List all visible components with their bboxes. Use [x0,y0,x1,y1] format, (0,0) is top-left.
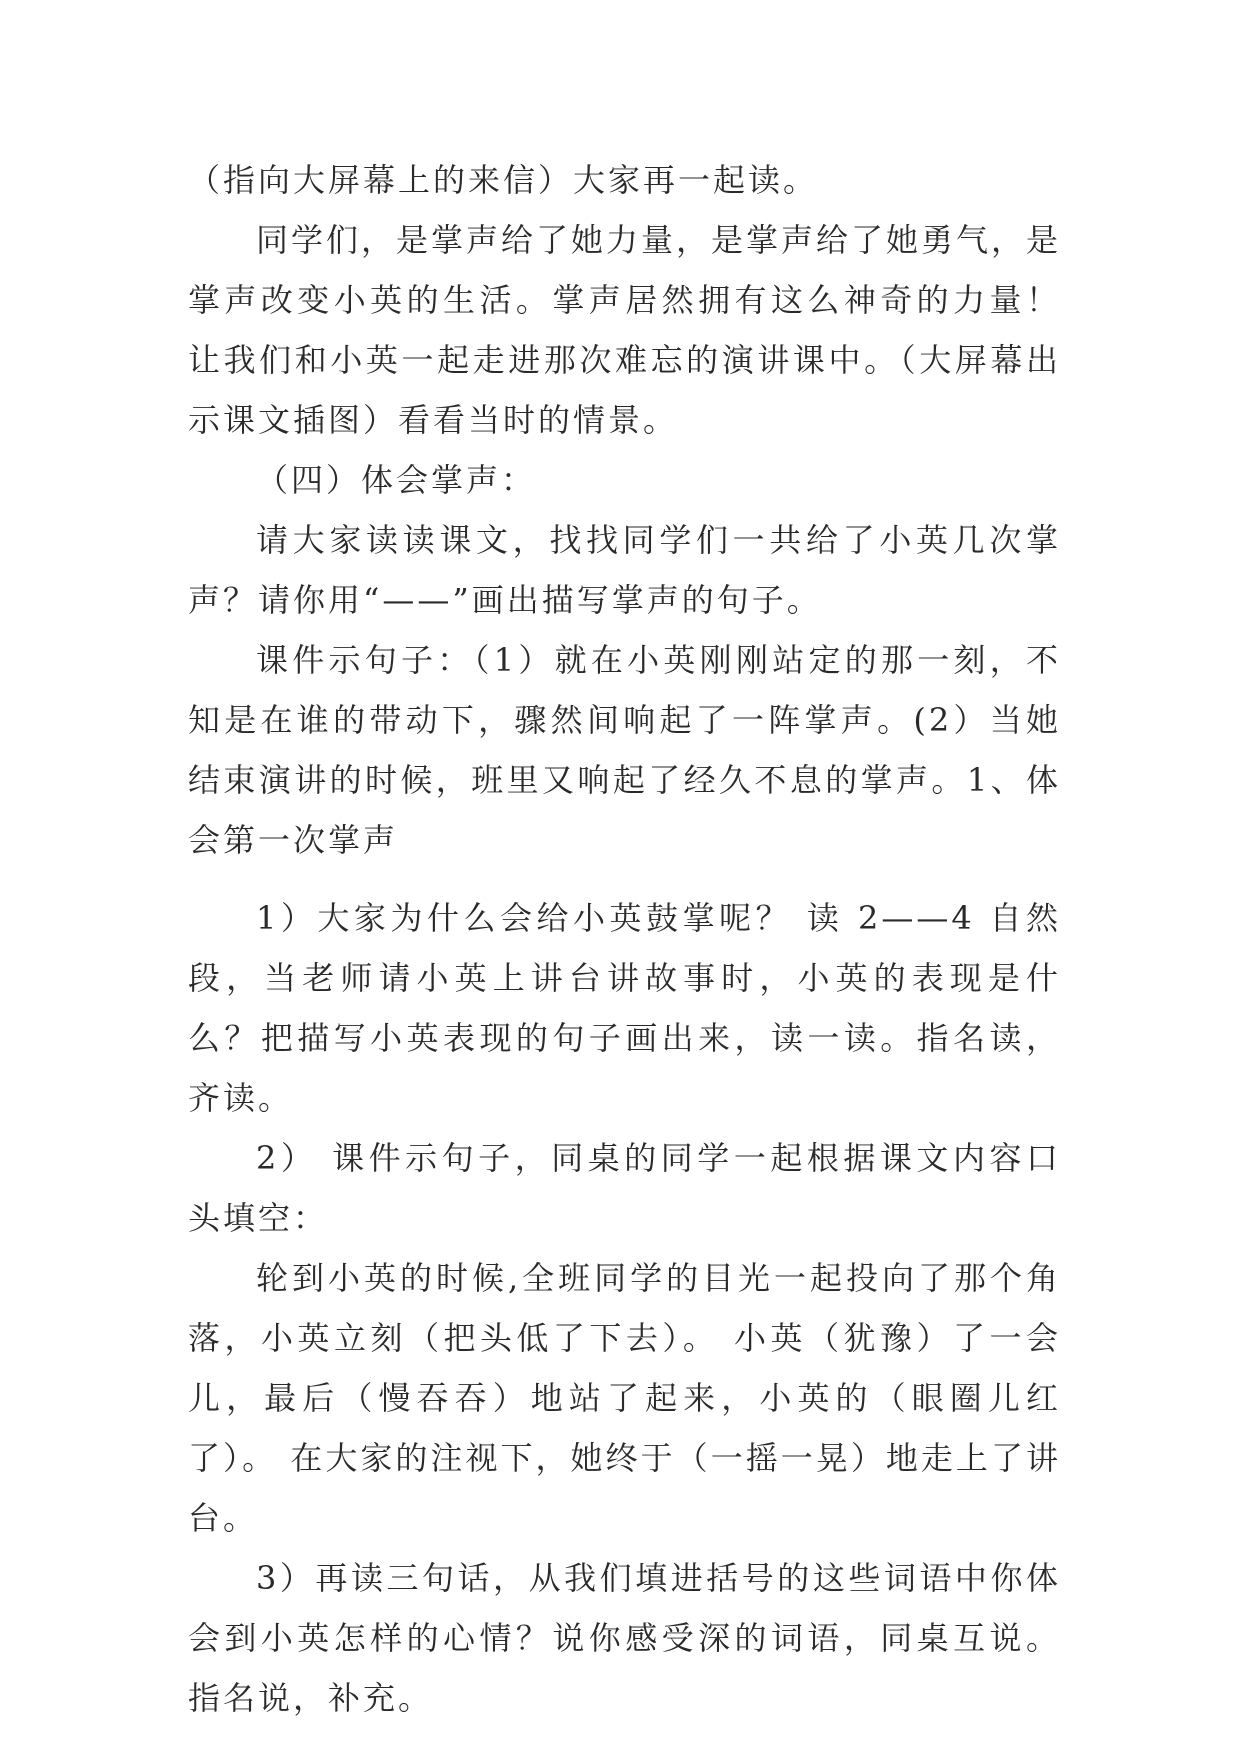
paragraph-question-3: 3）再读三句话，从我们填进括号的这些词语中你体会到小英怎样的心情？说你感受深的词语，同桌互说。指名说，补充。 [188,1559,1061,1717]
paragraph-question-1: 1）大家为什么会给小英鼓掌呢？ 读 2——4 自然段，当老师请小英上讲台讲故事时，小英的表现是什么？把描写小英表现的句子画出来，读一读。指名读，齐读。 [188,899,1061,1117]
paragraph-letter-reading: （指向大屏幕上的来信）大家再一起读。 [188,161,819,199]
paragraph-courseware-sentences: 课件示句子：（1）就在小英刚刚站定的那一刻，不知是在谁的带动下，骤然间响起了一阵掌声。(2）当她结束演讲的时候，班里又响起了经久不息的掌声。1、体会第一次掌声 [188,641,1061,859]
paragraph-fill-blank: 轮到小英的时候,全班同学的目光一起投向了那个角落，小英立刻（把头低了下去）。 小英（犹豫）了一会儿，最后（慢吞吞）地站了起来，小英的（眼圈儿红了）。 在大家的注视下，她终于（一摇一晃）地走上了讲台。 [188,1259,1061,1537]
paragraph-question-2: 2） 课件示句子，同桌的同学一起根据课文内容口头填空： [188,1139,1061,1237]
paragraph-find-applause: 请大家读读课文，找找同学们一共给了小英几次掌声？请你用“——”画出描写掌声的句子。 [188,521,1061,619]
section-heading-experience-applause: （四）体会掌声： [256,461,537,499]
paragraph-applause-power: 同学们，是掌声给了她力量，是掌声给了她勇气，是掌声改变小英的生活。掌声居然拥有这么神奇的力量！让我们和小英一起走进那次难忘的演讲课中。（大屏幕出示课文插图）看看当时的情景。 [188,221,1062,439]
